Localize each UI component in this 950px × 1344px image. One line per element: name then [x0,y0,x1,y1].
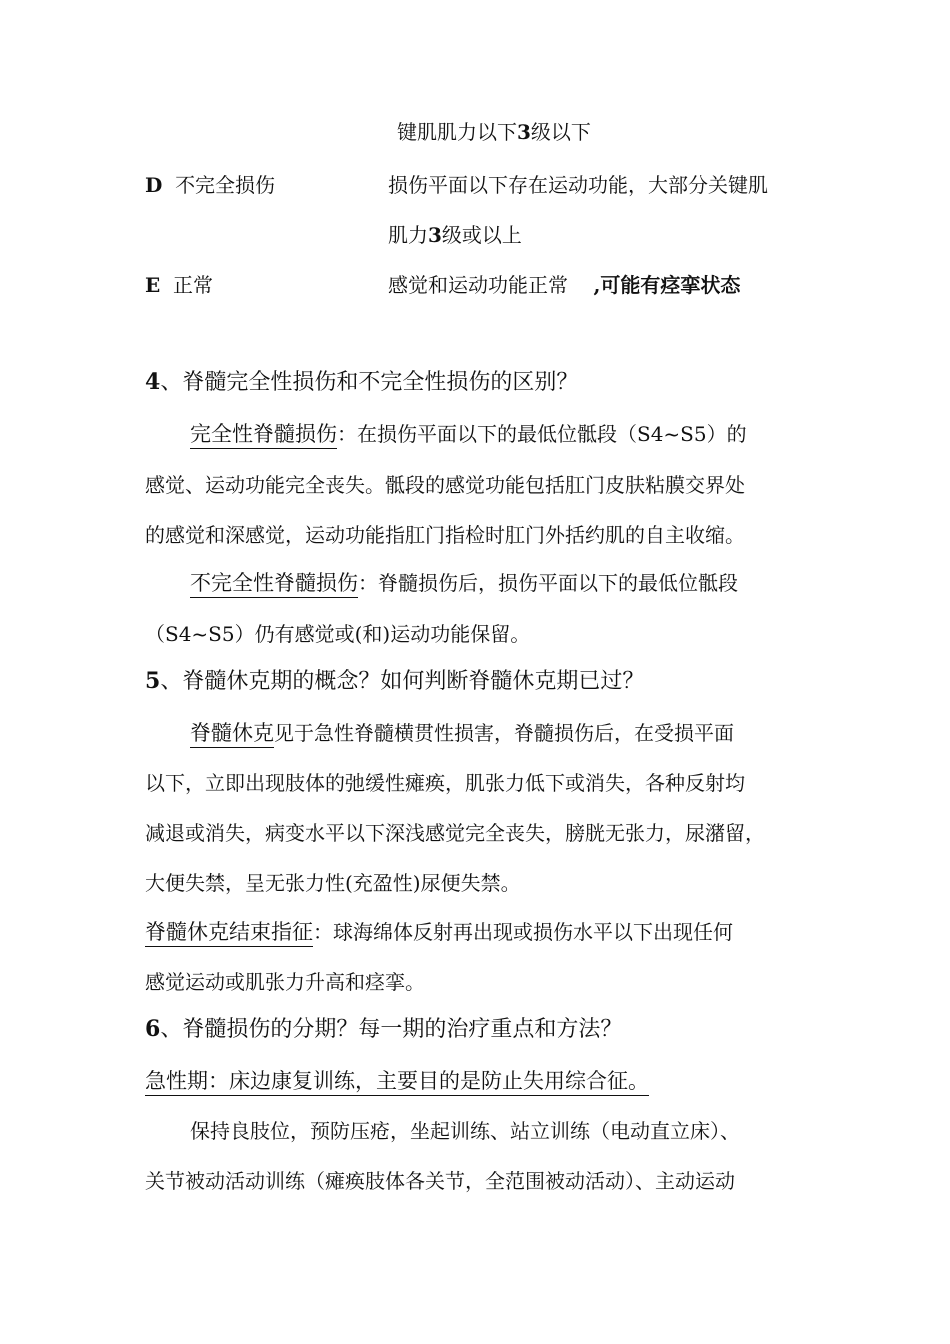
text: 肌力 [388,223,428,247]
question-5-heading [145,666,810,697]
grade-name: 不完全损伤 [175,173,276,197]
grade-e-label [145,270,213,300]
grade-e-description [388,270,740,300]
text: 感觉和运动功能正常 [388,273,568,297]
question-number: 5 [145,668,161,694]
question-number: 6 [145,1016,161,1042]
grade-letter: D [145,173,163,197]
incomplete-injury-definition [190,568,810,598]
paragraph-line: 大便失禁，呈无张力性(充盈性)尿便失禁。 [145,871,521,895]
complete-injury-definition [190,419,810,449]
text: 键肌肌力以下 [397,120,517,144]
text: ：脊髓损伤后，损伤平面以下的最低位骶段 [358,571,738,595]
text: 级以下 [530,120,591,144]
acute-phase-heading [145,1066,810,1096]
grade-d-description-cont [388,220,522,250]
question-title: 、脊髓休克期的概念？如何判断脊髓休克期已过？ [160,669,645,694]
question-4-heading [145,367,810,398]
text: 见于急性脊髓横贯性损害，脊髓损伤后，在受损平面 [274,721,734,745]
paragraph-line: 感觉、运动功能完全丧失。骶段的感觉功能包括肛门皮肤粘膜交界处 [145,473,745,497]
text: ：在损伤平面以下的最低位骶段（S4~S5）的 [337,422,747,446]
term-underlined: 脊髓休克 [190,721,274,748]
paragraph-line: 的感觉和深感觉，运动功能指肛门指检时肛门外括约肌的自主收缩。 [145,523,745,547]
grade-name: 正常 [172,273,213,297]
grade-d-label [145,170,275,200]
paragraph-line: 以下，立即出现肢体的弛缓性瘫痪，肌张力低下或消失，各种反射均 [145,771,745,795]
paragraph-line: 关节被动活动训练（瘫痪肢体各关节，全范围被动活动）、主动运动 [145,1169,735,1193]
term-underlined: 急性期：床边康复训练，主要目的是防止失用综合征。 [145,1069,649,1096]
text: 3 [428,223,442,247]
text: 级或以上 [441,223,522,247]
paragraph-line: （S4~S5）仍有感觉或(和)运动功能保留。 [145,622,531,646]
term-underlined: 完全性脊髓损伤 [190,422,337,449]
spinal-shock-end-signs [145,917,810,947]
text: ：球海绵体反射再出现或损伤水平以下出现任何 [313,920,733,944]
question-title: 、脊髓完全性损伤和不完全性损伤的区别？ [160,370,579,395]
term-underlined: 脊髓休克结束指征 [145,920,313,947]
question-6-heading [145,1014,810,1045]
grade-d-description: 损伤平面以下存在运动功能，大部分关键肌 [388,173,768,197]
grade-c-continuation [397,117,591,147]
grade-letter: E [145,273,161,297]
paragraph-line: 感觉运动或肌张力升高和痉挛。 [145,970,425,994]
paragraph-line: 减退或消失，病变水平以下深浅感觉完全丧失，膀胱无张力，尿潴留， [145,821,765,845]
paragraph-line: 保持良肢位，预防压疮，坐起训练、站立训练（电动直立床）、 [190,1119,740,1143]
text: ,可能有痉挛状态 [593,273,741,297]
question-number: 4 [145,369,161,395]
question-title: 、脊髓损伤的分期？每一期的治疗重点和方法？ [160,1017,623,1042]
text: 3 [517,120,531,144]
spinal-shock-definition [190,718,810,748]
term-underlined: 不完全性脊髓损伤 [190,571,358,598]
